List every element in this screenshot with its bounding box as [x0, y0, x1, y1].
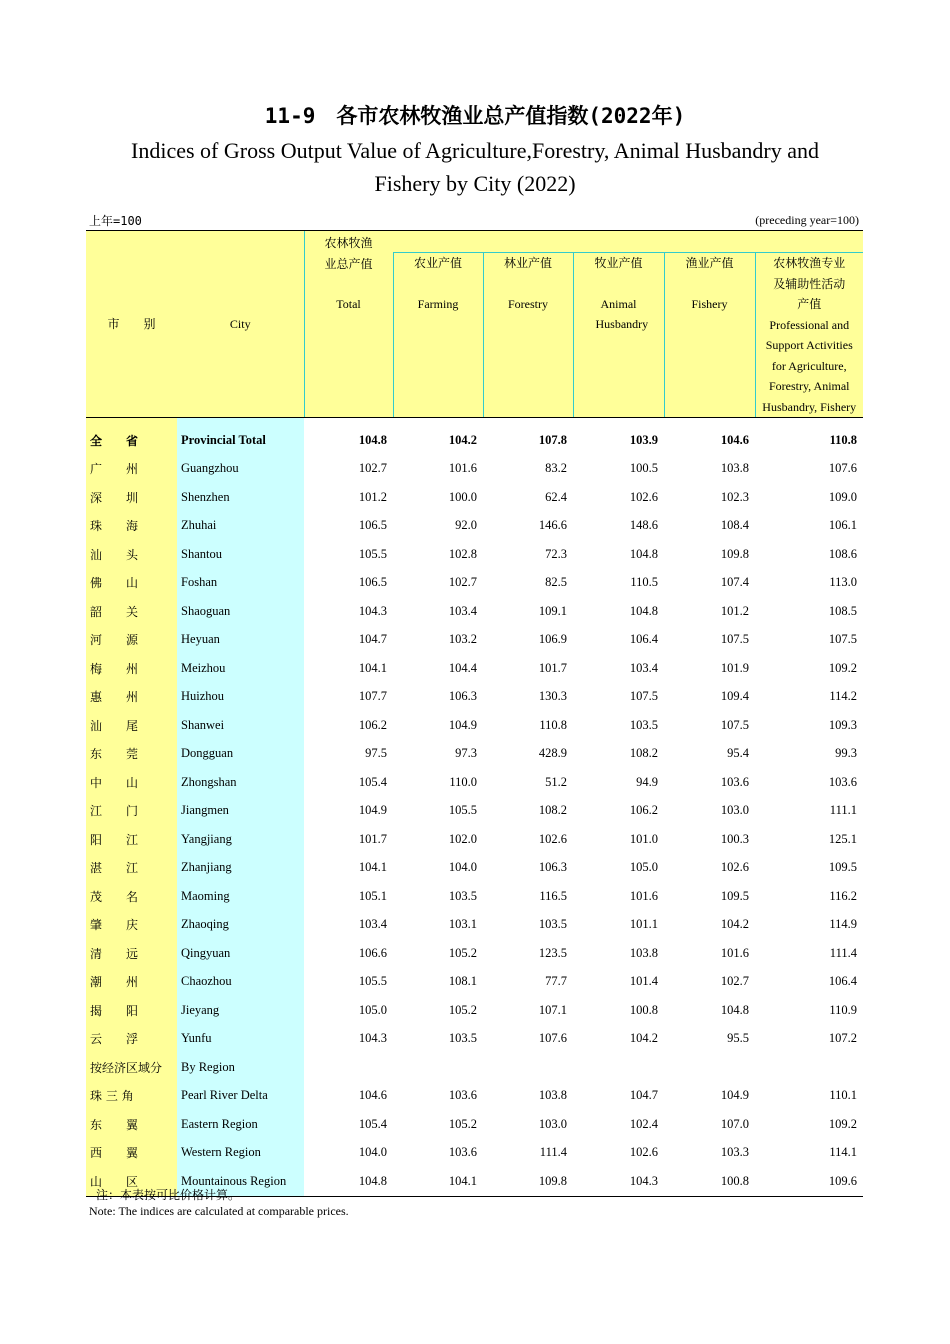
cell-farming: 100.0: [448, 489, 477, 504]
row-city-cn: 清 远: [86, 939, 177, 968]
header-city-en: City: [177, 231, 304, 418]
cell-total: 106.6: [358, 945, 387, 960]
row-city-en: Shanwei: [177, 711, 304, 740]
cell-fishery: 103.8: [720, 461, 749, 476]
cell-total: 104.0: [358, 1145, 387, 1160]
cell-fishery: 107.0: [720, 1116, 749, 1131]
cell-farming: 106.3: [448, 689, 477, 704]
cell-support-activities: 108.5: [828, 603, 857, 618]
cell-fishery: [664, 1053, 755, 1082]
table-row: [86, 854, 863, 883]
cell-support-activities: 111.1: [829, 803, 857, 818]
table-row: [86, 512, 863, 541]
row-city-en: Chaozhou: [177, 968, 304, 997]
cell-animal-husbandry: 148.6: [629, 518, 658, 533]
row-city-cn: 河 源: [86, 626, 177, 655]
table-row: [86, 1110, 863, 1139]
cell-fishery: 109.5: [720, 888, 749, 903]
row-city-en: Eastern Region: [177, 1110, 304, 1139]
cell-support-activities: 110.8: [829, 432, 857, 447]
row-city-en: Yunfu: [177, 1025, 304, 1054]
row-city-cn: 东 莞: [86, 740, 177, 769]
row-city-en: Mountainous Region: [177, 1167, 304, 1196]
cell-animal-husbandry: 102.6: [629, 1145, 658, 1160]
cell-farming: 105.2: [448, 945, 477, 960]
footnote-en: Note: The indices are calculated at comparable prices.: [89, 1204, 349, 1218]
cell-forestry: 109.8: [483, 1167, 573, 1196]
cell-total: 101.2: [358, 489, 387, 504]
cell-fishery: 107.5: [720, 632, 749, 647]
cell-animal-husbandry: 104.8: [629, 546, 658, 561]
table-row: [86, 797, 863, 826]
cell-forestry: 146.6: [538, 518, 567, 533]
cell-fishery: 108.4: [720, 518, 749, 533]
cell-farming: 103.5: [448, 888, 477, 903]
cell-support-activities: 113.0: [829, 575, 857, 590]
cell-total: 104.8: [304, 1167, 393, 1196]
row-city-cn: 山 区: [86, 1167, 177, 1196]
cell-total: 105.4: [358, 774, 387, 789]
cell-fishery: 100.8: [664, 1167, 755, 1196]
row-city-cn: 珠 海: [86, 512, 177, 541]
header-fishery: 渔业产值 Fishery: [664, 253, 755, 418]
row-city-en: Guangzhou: [177, 455, 304, 484]
row-city-cn: 梅 州: [86, 654, 177, 683]
row-city-en: Huizhou: [177, 683, 304, 712]
header-forestry: 林业产值 Forestry: [483, 253, 573, 418]
cell-farming: 103.6: [448, 1145, 477, 1160]
cell-support-activities: 116.2: [829, 888, 857, 903]
cell-forestry: 51.2: [545, 774, 567, 789]
header-spacer: [393, 231, 863, 253]
row-city-en: Qingyuan: [177, 939, 304, 968]
cell-fishery: 103.0: [720, 803, 749, 818]
cell-fishery: 95.4: [727, 746, 749, 761]
cell-support-activities: 108.6: [828, 546, 857, 561]
row-city-cn: 东 翼: [86, 1110, 177, 1139]
row-city-cn: 中 山: [86, 768, 177, 797]
cell-forestry: 101.7: [538, 660, 567, 675]
cell-support-activities: 109.5: [828, 860, 857, 875]
row-city-en: Zhanjiang: [177, 854, 304, 883]
cell-support-activities: 114.9: [829, 917, 857, 932]
row-city-en: Jiangmen: [177, 797, 304, 826]
cell-farming: 97.3: [455, 746, 477, 761]
row-city-cn: 西 翼: [86, 1139, 177, 1168]
table-row: [86, 768, 863, 797]
row-city-cn: 广 州: [86, 455, 177, 484]
table-row: [86, 569, 863, 598]
row-city-en: Zhaoqing: [177, 911, 304, 940]
cell-forestry: 107.6: [538, 1031, 567, 1046]
row-city-cn: 江 门: [86, 797, 177, 826]
cell-total: 104.8: [358, 432, 387, 447]
row-city-cn: 汕 头: [86, 540, 177, 569]
cell-forestry: 123.5: [538, 945, 567, 960]
cell-forestry: 62.4: [545, 489, 567, 504]
table-row: [86, 626, 863, 655]
cell-support-activities: 110.9: [829, 1002, 857, 1017]
table-row: [86, 1025, 863, 1054]
cell-total: 104.9: [358, 803, 387, 818]
table-row: [86, 882, 863, 911]
cell-support-activities: 107.5: [828, 632, 857, 647]
cell-total: 106.2: [358, 717, 387, 732]
cell-fishery: 104.6: [720, 432, 749, 447]
cell-forestry: 106.3: [538, 860, 567, 875]
cell-animal-husbandry: 103.9: [629, 432, 658, 447]
cell-farming: 102.8: [448, 546, 477, 561]
row-city-cn: 揭 阳: [86, 996, 177, 1025]
cell-fishery: 95.5: [727, 1031, 749, 1046]
cell-farming: [393, 1053, 483, 1082]
row-city-cn: 阳 江: [86, 825, 177, 854]
cell-fishery: 100.3: [720, 831, 749, 846]
unit-note-en: (preceding year=100): [755, 213, 859, 227]
row-city-cn: 按经济区域分: [86, 1053, 177, 1082]
cell-farming: 103.2: [448, 632, 477, 647]
table-row: [86, 455, 863, 484]
cell-support-activities: 107.2: [828, 1031, 857, 1046]
cell-fishery: 104.2: [720, 917, 749, 932]
row-city-en: Maoming: [177, 882, 304, 911]
cell-fishery: 101.9: [720, 660, 749, 675]
page-title-en: Indices of Gross Output Value of Agriculture,Forestry, Animal Husbandry and Fishery by City (2022): [131, 138, 819, 196]
row-city-cn: 全 省: [86, 418, 177, 455]
cell-forestry: 106.9: [538, 632, 567, 647]
cell-total: 104.7: [358, 632, 387, 647]
cell-support-activities: 109.2: [828, 1116, 857, 1131]
cell-total: 104.3: [358, 1031, 387, 1046]
cell-animal-husbandry: 104.7: [629, 1088, 658, 1103]
cell-farming: 103.4: [448, 603, 477, 618]
row-city-cn: 湛 江: [86, 854, 177, 883]
header-animal-husbandry: 牧业产值 Animal Husbandry: [573, 253, 664, 418]
cell-farming: 104.0: [448, 860, 477, 875]
cell-animal-husbandry: 105.0: [629, 860, 658, 875]
data-table: [86, 230, 863, 1197]
page-title-cn: 11-9 各市农林牧渔业总产值指数(2022年): [264, 104, 686, 128]
cell-forestry: 111.4: [539, 1145, 567, 1160]
cell-support-activities: 106.4: [828, 974, 857, 989]
row-city-en: Zhuhai: [177, 512, 304, 541]
cell-animal-husbandry: 104.3: [573, 1167, 664, 1196]
cell-animal-husbandry: 103.5: [629, 717, 658, 732]
cell-total: 106.5: [358, 518, 387, 533]
cell-farming: 104.4: [448, 660, 477, 675]
cell-farming: 105.5: [448, 803, 477, 818]
cell-support-activities: [755, 1053, 863, 1082]
cell-forestry: 107.8: [538, 432, 567, 447]
cell-forestry: 428.9: [538, 746, 567, 761]
cell-fishery: 103.3: [720, 1145, 749, 1160]
header-support-activities: 农林牧渔专业及辅助性活动产值 Professional and Support Activities for Agriculture, Forestry, Animal Husbandry, Fishery: [755, 253, 863, 418]
cell-animal-husbandry: 101.0: [629, 831, 658, 846]
cell-support-activities: 110.1: [829, 1088, 857, 1103]
cell-support-activities: 114.1: [829, 1145, 857, 1160]
cell-total: 104.3: [358, 603, 387, 618]
table-row: [86, 825, 863, 854]
row-city-en: Shaoguan: [177, 597, 304, 626]
row-city-cn: 潮 州: [86, 968, 177, 997]
row-city-en: Yangjiang: [177, 825, 304, 854]
cell-total: 105.4: [358, 1116, 387, 1131]
cell-animal-husbandry: 102.6: [629, 489, 658, 504]
cell-support-activities: 109.0: [828, 489, 857, 504]
table-row: [86, 1053, 863, 1082]
cell-forestry: 110.8: [539, 717, 567, 732]
row-city-en: Provincial Total: [177, 418, 304, 455]
cell-total: 104.6: [358, 1088, 387, 1103]
cell-total: 107.7: [358, 689, 387, 704]
table-row: [86, 597, 863, 626]
cell-animal-husbandry: 106.2: [629, 803, 658, 818]
cell-total: 105.1: [358, 888, 387, 903]
cell-animal-husbandry: 108.2: [629, 746, 658, 761]
cell-total: 104.1: [358, 660, 387, 675]
cell-forestry: [483, 1053, 573, 1082]
cell-forestry: 82.5: [545, 575, 567, 590]
table-row: [86, 996, 863, 1025]
cell-animal-husbandry: 101.6: [629, 888, 658, 903]
cell-animal-husbandry: 94.9: [636, 774, 658, 789]
cell-fishery: 104.8: [720, 1002, 749, 1017]
cell-animal-husbandry: 102.4: [629, 1116, 658, 1131]
cell-animal-husbandry: 101.1: [629, 917, 658, 932]
cell-farming: 105.2: [448, 1002, 477, 1017]
cell-forestry: 103.5: [538, 917, 567, 932]
cell-support-activities: 103.6: [828, 774, 857, 789]
row-city-en: Pearl River Delta: [177, 1082, 304, 1111]
table-row: [86, 418, 863, 455]
row-city-en: By Region: [177, 1053, 304, 1082]
row-city-en: Foshan: [177, 569, 304, 598]
cell-animal-husbandry: 101.4: [629, 974, 658, 989]
cell-total: 97.5: [365, 746, 387, 761]
header-city-cn: 市 别: [86, 231, 177, 418]
cell-animal-husbandry: 107.5: [629, 689, 658, 704]
row-city-en: Meizhou: [177, 654, 304, 683]
table-row: [86, 1082, 863, 1111]
table-row: [86, 939, 863, 968]
row-city-en: Shenzhen: [177, 483, 304, 512]
cell-animal-husbandry: 104.8: [629, 603, 658, 618]
cell-animal-husbandry: 100.5: [629, 461, 658, 476]
cell-fishery: 104.9: [720, 1088, 749, 1103]
cell-total: 106.5: [358, 575, 387, 590]
cell-fishery: 102.6: [720, 860, 749, 875]
cell-farming: 103.6: [448, 1088, 477, 1103]
cell-forestry: 130.3: [538, 689, 567, 704]
table-row: [86, 654, 863, 683]
header-total: 农林牧渔业总产值 Total: [304, 231, 393, 418]
cell-total: 101.7: [358, 831, 387, 846]
cell-farming: 104.2: [448, 432, 477, 447]
cell-total: [304, 1053, 393, 1082]
cell-fishery: 102.7: [720, 974, 749, 989]
cell-fishery: 101.2: [720, 603, 749, 618]
row-city-en: Zhongshan: [177, 768, 304, 797]
table-row: [86, 968, 863, 997]
cell-animal-husbandry: 100.8: [629, 1002, 658, 1017]
table-row: [86, 911, 863, 940]
cell-animal-husbandry: 104.2: [629, 1031, 658, 1046]
cell-forestry: 83.2: [545, 461, 567, 476]
cell-farming: 102.7: [448, 575, 477, 590]
cell-total: 102.7: [358, 461, 387, 476]
cell-support-activities: 125.1: [828, 831, 857, 846]
cell-farming: 101.6: [448, 461, 477, 476]
cell-fishery: 109.4: [720, 689, 749, 704]
cell-total: 104.1: [358, 860, 387, 875]
cell-fishery: 109.8: [720, 546, 749, 561]
cell-farming: 110.0: [449, 774, 477, 789]
cell-forestry: 116.5: [539, 888, 567, 903]
row-city-cn: 韶 关: [86, 597, 177, 626]
cell-support-activities: 109.2: [828, 660, 857, 675]
row-city-cn: 珠 三 角: [86, 1082, 177, 1111]
cell-animal-husbandry: 103.4: [629, 660, 658, 675]
row-city-en: Dongguan: [177, 740, 304, 769]
cell-farming: 105.2: [448, 1116, 477, 1131]
cell-fishery: 101.6: [720, 945, 749, 960]
row-city-en: Shantou: [177, 540, 304, 569]
cell-total: 103.4: [358, 917, 387, 932]
cell-support-activities: 106.1: [828, 518, 857, 533]
table-row: [86, 540, 863, 569]
cell-forestry: 103.0: [538, 1116, 567, 1131]
footnote-cn: 注：本表按可比价格计算。: [96, 1188, 241, 1202]
table-row: [86, 711, 863, 740]
cell-forestry: 72.3: [545, 546, 567, 561]
row-city-cn: 深 圳: [86, 483, 177, 512]
cell-forestry: 103.8: [538, 1088, 567, 1103]
cell-support-activities: 99.3: [835, 746, 857, 761]
cell-farming: 104.1: [393, 1167, 483, 1196]
row-city-cn: 佛 山: [86, 569, 177, 598]
header-farming: 农业产值 Farming: [393, 253, 483, 418]
cell-farming: 92.0: [455, 518, 477, 533]
row-city-en: Heyuan: [177, 626, 304, 655]
cell-fishery: 103.6: [720, 774, 749, 789]
cell-total: 105.0: [358, 1002, 387, 1017]
cell-forestry: 77.7: [545, 974, 567, 989]
cell-total: 105.5: [358, 974, 387, 989]
row-city-cn: 惠 州: [86, 683, 177, 712]
cell-farming: 103.1: [448, 917, 477, 932]
row-city-cn: 云 浮: [86, 1025, 177, 1054]
cell-fishery: 107.4: [720, 575, 749, 590]
cell-forestry: 107.1: [538, 1002, 567, 1017]
cell-support-activities: 107.6: [828, 461, 857, 476]
cell-support-activities: 109.6: [755, 1167, 863, 1196]
cell-forestry: 102.6: [538, 831, 567, 846]
cell-farming: 103.5: [448, 1031, 477, 1046]
cell-farming: 102.0: [448, 831, 477, 846]
cell-forestry: 109.1: [538, 603, 567, 618]
cell-support-activities: 109.3: [828, 717, 857, 732]
row-city-cn: 肇 庆: [86, 911, 177, 940]
table-row: [86, 483, 863, 512]
cell-farming: 108.1: [448, 974, 477, 989]
row-city-cn: 茂 名: [86, 882, 177, 911]
row-city-en: Jieyang: [177, 996, 304, 1025]
table-row: [86, 1139, 863, 1168]
row-city-cn: 汕 尾: [86, 711, 177, 740]
cell-animal-husbandry: 110.5: [630, 575, 658, 590]
unit-note-cn: 上年=100: [89, 214, 142, 228]
cell-support-activities: 111.4: [829, 945, 857, 960]
cell-animal-husbandry: 103.8: [629, 945, 658, 960]
cell-support-activities: 114.2: [829, 689, 857, 704]
cell-animal-husbandry: 106.4: [629, 632, 658, 647]
row-city-en: Western Region: [177, 1139, 304, 1168]
cell-fishery: 102.3: [720, 489, 749, 504]
table-row: [86, 683, 863, 712]
cell-animal-husbandry: [573, 1053, 664, 1082]
cell-forestry: 108.2: [538, 803, 567, 818]
cell-farming: 104.9: [448, 717, 477, 732]
cell-fishery: 107.5: [720, 717, 749, 732]
table-row: [86, 740, 863, 769]
cell-total: 105.5: [358, 546, 387, 561]
